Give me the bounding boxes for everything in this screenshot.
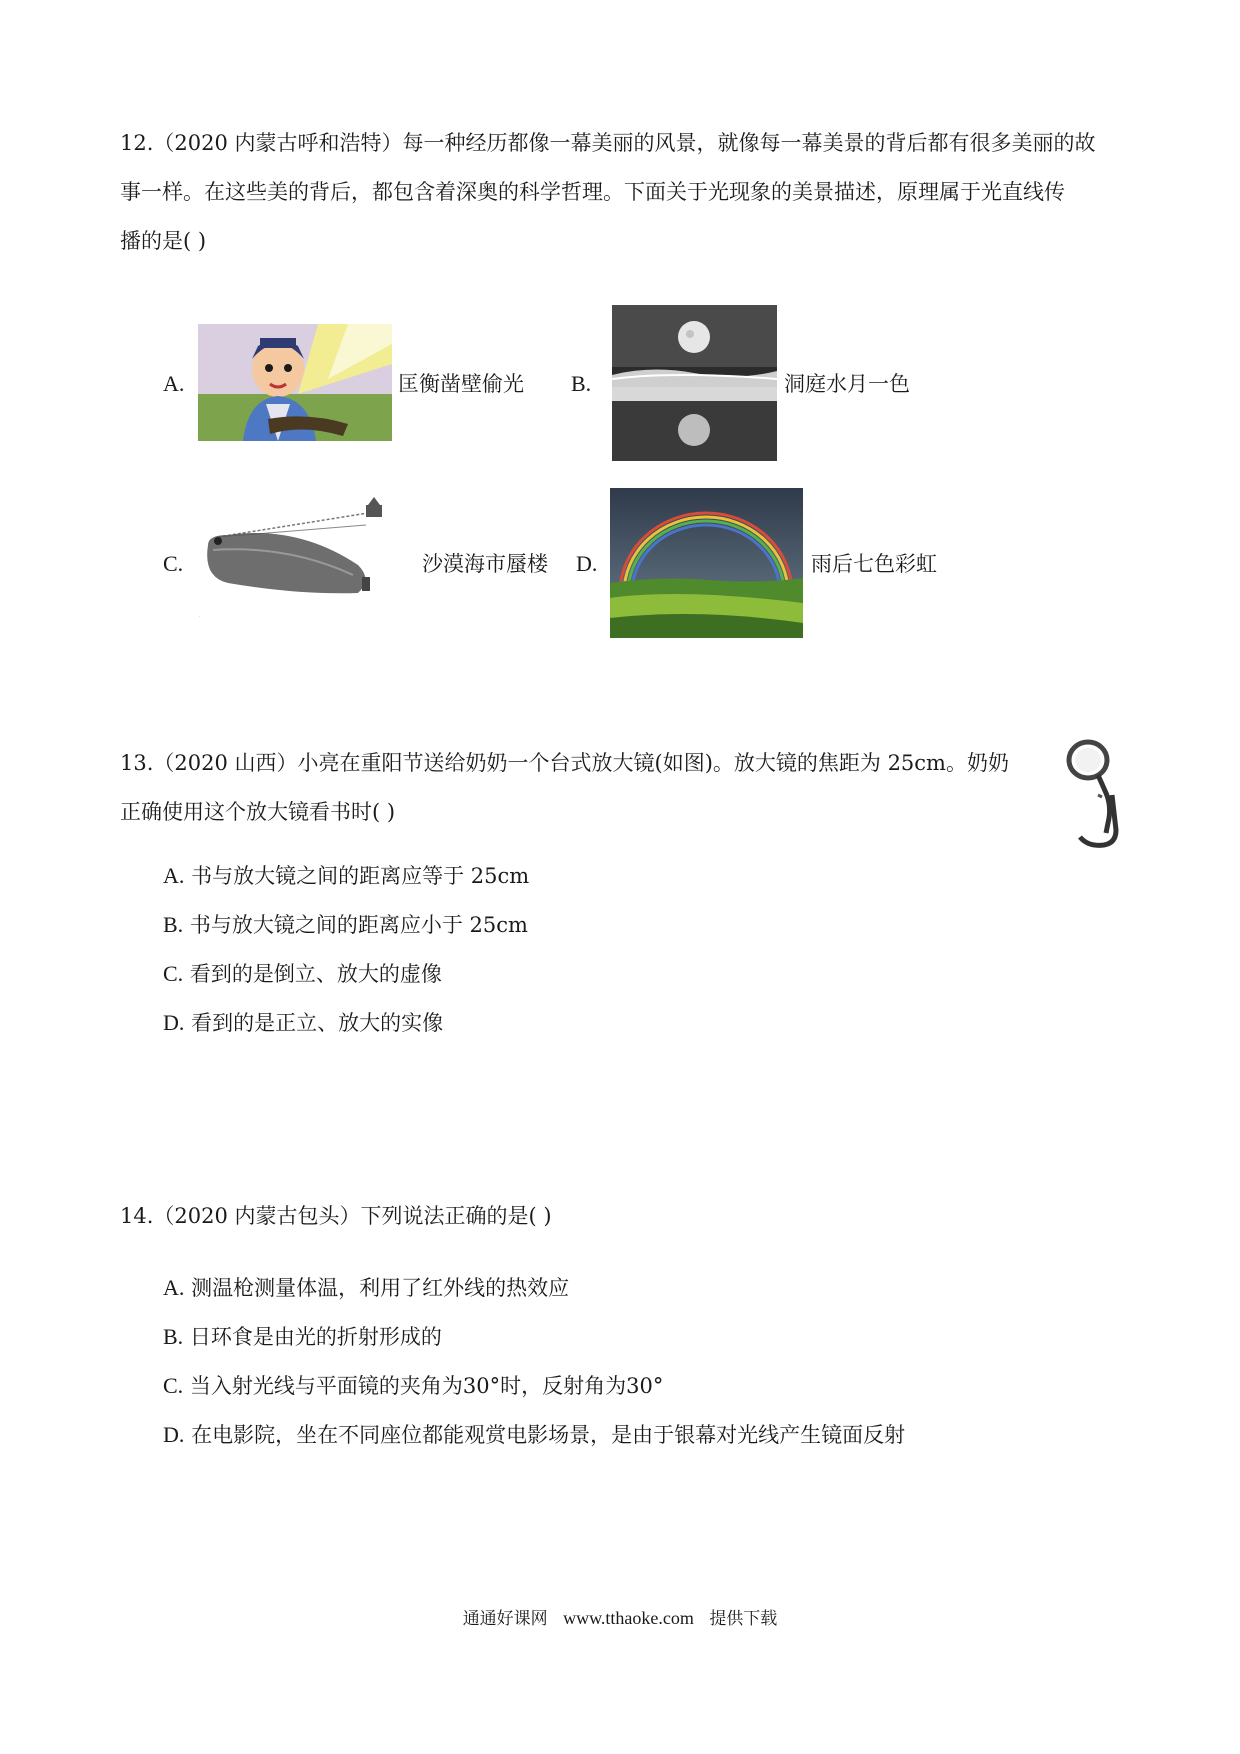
- option-12-d-letter: D.: [576, 551, 598, 576]
- option-12-c-caption: 沙漠海市蜃楼: [422, 552, 548, 576]
- footer-url-link[interactable]: www.tthaoke.com: [563, 1608, 694, 1628]
- option-12-c-letter: C.: [163, 551, 184, 576]
- option-14-d-letter: D.: [163, 1422, 185, 1447]
- option-13-a: [163, 864, 529, 888]
- svg-text:.: .: [198, 607, 202, 620]
- footer-suffix: 提供下载: [709, 1609, 778, 1629]
- question-12-stem-line-2: 事一样。在这些美的背后，都包含着深奥的科学哲理。下面关于光现象的美景描述，原理属于光直线传: [120, 180, 1065, 204]
- question-12-stem-line-1: 12.（2020 内蒙古呼和浩特）每一种经历都像一幕美丽的风景，就像每一幕美景的背后都有很多美丽的故: [120, 131, 1096, 155]
- option-13-a-text: 书与放大镜之间的距离应等于 25cm: [191, 864, 530, 888]
- option-12-d-caption: 雨后七色彩虹: [811, 552, 937, 576]
- option-12-a-letter: A.: [163, 371, 185, 396]
- option-14-d-text: 在电影院，坐在不同座位都能观赏电影场景，是由于银幕对光线产生镜面反射: [191, 1423, 906, 1447]
- option-13-c-text: 看到的是倒立、放大的虚像: [189, 962, 442, 986]
- option-14-b: [163, 1325, 442, 1349]
- option-14-b-letter: B.: [163, 1324, 184, 1349]
- option-14-c-text: 当入射光线与平面镜的夹角为30°时，反射角为30°: [189, 1374, 664, 1398]
- rainbow-image: [610, 488, 803, 638]
- option-12-a-caption: 匡衡凿壁偷光: [398, 372, 524, 396]
- option-14-c: [163, 1374, 663, 1398]
- rainbow-landscape-photo: [610, 488, 803, 638]
- moon-reflection-photo: [612, 305, 777, 461]
- magnifier-icon: [1058, 735, 1128, 855]
- moon-lake-image: [612, 305, 777, 461]
- option-13-a-letter: A.: [163, 863, 185, 888]
- option-12-b-caption: 洞庭水月一色: [784, 372, 910, 396]
- option-14-a-letter: A.: [163, 1275, 185, 1300]
- page-footer: [0, 1608, 1240, 1629]
- desert-mirage-image: [188, 495, 420, 630]
- option-14-d: [163, 1423, 905, 1447]
- option-13-b-letter: B.: [163, 912, 184, 937]
- option-14-b-text: 日环食是由光的折射形成的: [189, 1325, 442, 1349]
- mirage-sketch: [188, 495, 420, 630]
- option-13-b-text: 书与放大镜之间的距离应小于 25cm: [189, 913, 528, 937]
- question-12-stem-line-3: 播的是( ): [120, 229, 207, 253]
- question-14-stem-line-1: 14.（2020 内蒙古包头）下列说法正确的是( ): [120, 1204, 552, 1228]
- question-13-stem-line-1: 13.（2020 山西）小亮在重阳节送给奶奶一个台式放大镜(如图)。放大镜的焦距为 25cm。奶奶: [120, 751, 1009, 775]
- question-13-stem-line-2: 正确使用这个放大镜看书时( ): [120, 800, 396, 824]
- option-13-b: [163, 913, 528, 937]
- option-14-a-text: 测温枪测量体温，利用了红外线的热效应: [191, 1276, 570, 1300]
- footer-site-name: 通通好课网: [462, 1609, 548, 1629]
- cartoon-scholar-image: [198, 324, 392, 441]
- option-14-a: [163, 1276, 569, 1300]
- option-13-c-letter: C.: [163, 961, 184, 986]
- magnifier-image: [1058, 735, 1128, 855]
- option-13-d-letter: D.: [163, 1010, 185, 1035]
- option-13-d-text: 看到的是正立、放大的实像: [191, 1011, 444, 1035]
- option-13-c: [163, 962, 442, 986]
- cartoon-scholar-illustration: [198, 324, 392, 441]
- option-13-d: [163, 1011, 443, 1035]
- option-14-c-letter: C.: [163, 1373, 184, 1398]
- option-12-b-letter: B.: [571, 371, 592, 396]
